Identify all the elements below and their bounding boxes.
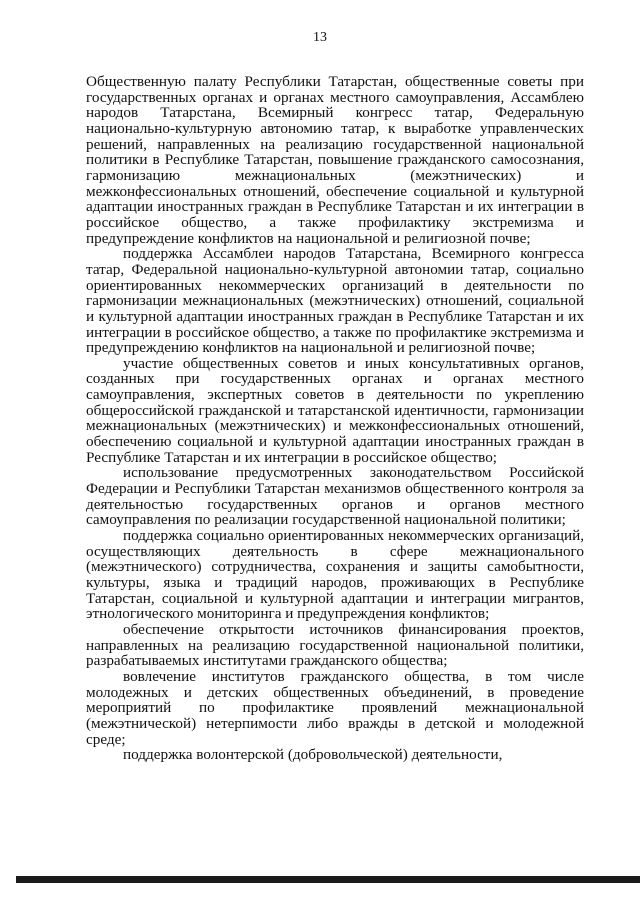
paragraph: поддержка Ассамблеи народов Татарстана, Всемирного конгресса татар, Федеральной национально-культурной автономии татар, социально ориентированных некоммерческих организаций в деятельности по гармонизации межнациональных (межэтнических) отношений, социальной и культурной адаптации иностранных граждан в Республике Татарстан и их интеграции в российское общество, а также по профилактике экстремизма и предупреждению конфликтов на национальной и религиозной почве;: [86, 245, 584, 357]
paragraph: поддержка социально ориентированных некоммерческих организаций, осуществляющих деятельность в сфере межнационального (межэтнического) сотрудничества, сохранения и защиты самобытности, культуры, языка и традиций народов, проживающих в Республике Татарстан, социальной и культурной адаптации и интеграции мигрантов, этнологического мониторинга и предупреждения конфликтов;: [86, 527, 584, 623]
paragraph: участие общественных советов и иных консультативных органов, созданных при государственных органах и органах местного самоуправления, экспертных советов в деятельности по укреплению общероссийской гражданской и татарстанской идентичности, гармонизации межнациональных (межэтнических) и межконфессиональных отношений, обеспечению социальной и культурной адаптации иностранных граждан в Республике Татарстан и их интеграции в российское общество;: [86, 354, 584, 466]
paragraph: вовлечение институтов гражданского общества, в том числе молодежных и детских общественных объединений, в проведение мероприятий по профилактике проявлений межнациональной (межэтнической) нетерпимости либо вражды в детской и молодежной среде;: [86, 667, 584, 748]
scan-bottom-border: [16, 876, 640, 883]
paragraph: Общественную палату Республики Татарстан, общественные советы при государственных органах и органах местного самоуправления, Ассамблею народов Татарстана, Всемирный конгресс татар, Федеральную национально-культурную автономию татар, к выработке управленческих решений, направленных на реализацию государственной национальной политики в Республике Татарстан, повышение гражданского самосознания, гармонизацию межнациональных (межэтнических) и межконфессиональных отношений, обеспечение социальной и культурной адаптации иностранных граждан в Республике Татарстан и их интеграции в российское общество, а также профилактику экстремизма и предупреждение конфликтов на национальной и религиозной почве;: [86, 73, 584, 247]
document-body: [86, 74, 584, 763]
page-number: 13: [313, 30, 327, 45]
paragraph: поддержка волонтерской (добровольческой) деятельности,: [123, 746, 503, 764]
paragraph: обеспечение открытости источников финансирования проектов, направленных на реализацию государственной национальной политики, разрабатываемых институтами гражданского общества;: [86, 620, 584, 670]
paragraph: использование предусмотренных законодательством Российской Федерации и Республики Татарстан механизмов общественного контроля за деятельностью государственных органов и органов местного самоуправления по реализации государственной национальной политики;: [86, 464, 584, 529]
